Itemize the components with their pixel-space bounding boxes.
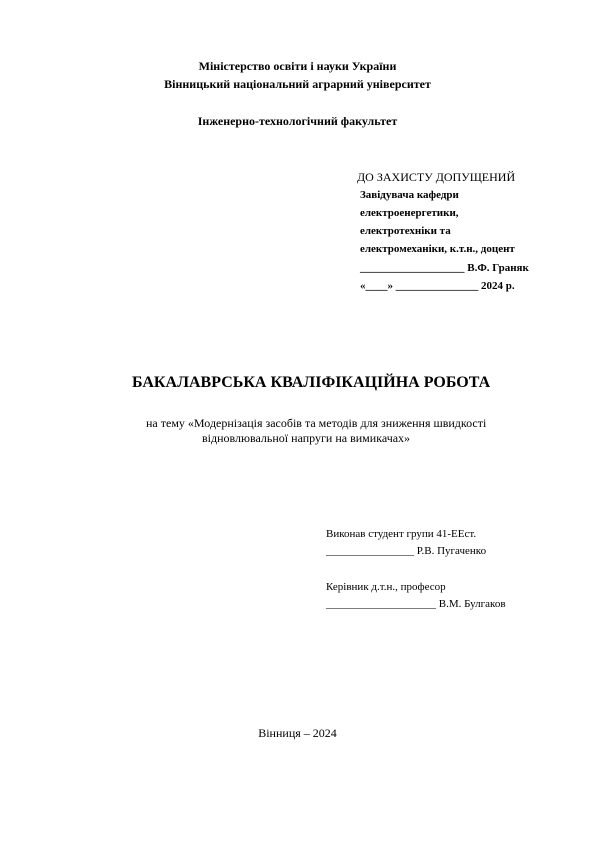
approval-position-line-2: електроенергетики, [360, 207, 459, 219]
university-name: Вінницький національний аграрний університет [164, 77, 431, 91]
supervisor-signature-line: ____________________ В.М. Булгаков [326, 598, 506, 610]
student-role: Виконав студент групи 41-ЕЕст. [326, 528, 477, 540]
approval-position-line-1: Завідувача кафедри [360, 189, 459, 201]
approval-date-line: «____» _______________ 2024 р. [360, 280, 515, 292]
work-topic-line-1: на тему «Модернізація засобів та методів для зниження швидкості [146, 416, 487, 430]
approval-title: ДО ЗАХИСТУ ДОПУЩЕНИЙ [357, 170, 516, 184]
student-signature-line: ________________ Р.В. Пугаченко [326, 545, 487, 557]
ministry-name: Міністерство освіти і науки України [198, 59, 397, 73]
city-year: Вінниця – 2024 [258, 726, 337, 740]
work-topic-line-2: відновлювальної напруги на вимикачах» [202, 431, 411, 445]
work-title: БАКАЛАВРСЬКА КВАЛІФІКАЦІЙНА РОБОТА [132, 374, 491, 391]
supervisor-role: Керівник д.т.н., професор [326, 581, 446, 593]
approval-position-line-4: електромеханіки, к.т.н., доцент [360, 243, 515, 255]
approval-signature-line: ___________________ В.Ф. Граняк [360, 262, 529, 274]
approval-position-line-3: електротехніки та [360, 225, 451, 237]
faculty-name: Інженерно-технологічний факультет [197, 114, 398, 128]
